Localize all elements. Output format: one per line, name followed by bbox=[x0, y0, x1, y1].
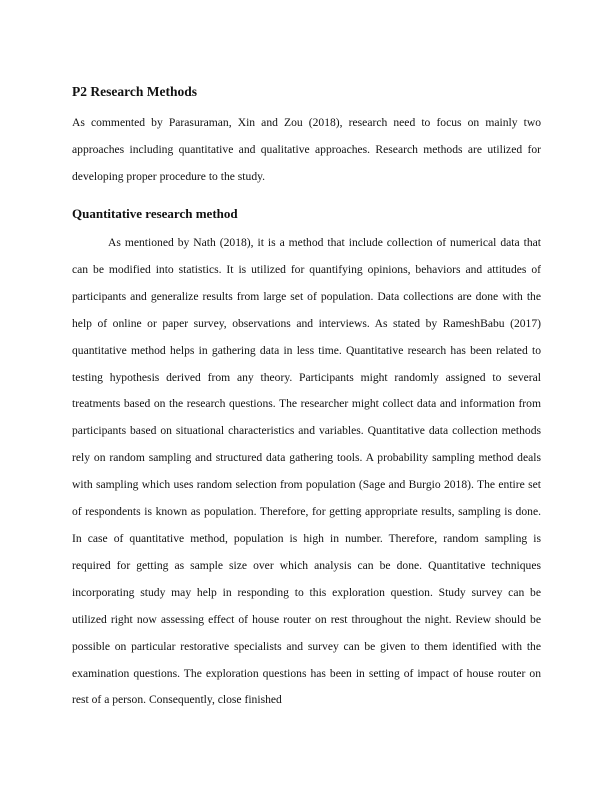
quantitative-paragraph: As mentioned by Nath (2018), it is a method that include collection of numerical data that can be modified into statistics. It is utilized for quantifying opinions, behaviors and attitudes of participants and generalize results from large set of population. Data collections are done with the help of online or paper survey, observations and interviews. As stated by RameshBabu (2017) quantitative method helps in gathering data in less time. Quantitative research has been related to testing hypothesis derived from any theory. Participants might randomly assigned to several treatments based on the research questions. The researcher might collect data and information from participants based on situational characteristics and variables. Quantitative data collection methods rely on random sampling and structured data gathering tools. A probability sampling method deals with sampling which uses random selection from population (Sage and Burgio 2018). The entire set of respondents is known as population. Therefore, for getting appropriate results, sampling is done. In case of quantitative method, population is high in number. Therefore, random sampling is required for getting as sample size over which analysis can be done. Quantitative techniques incorporating study may help in responding to this exploration question. Study survey can be utilized right now assessing effect of house router on rest throughout the night. Review should be possible on particular restorative specialists and survey can be given to them identified with the examination questions. The exploration questions has been in setting of impact of house router on rest of a person. Consequently, close finished bbox=[72, 236, 541, 707]
intro-paragraph: As commented by Parasuraman, Xin and Zou (2018), research need to focus on mainly two approaches including quantitative and qualitative approaches. Research methods are utilized for developing proper procedure to the study. bbox=[72, 116, 541, 183]
subsection-heading: Quantitative research method bbox=[72, 206, 238, 221]
section-heading: P2 Research Methods bbox=[72, 84, 197, 99]
